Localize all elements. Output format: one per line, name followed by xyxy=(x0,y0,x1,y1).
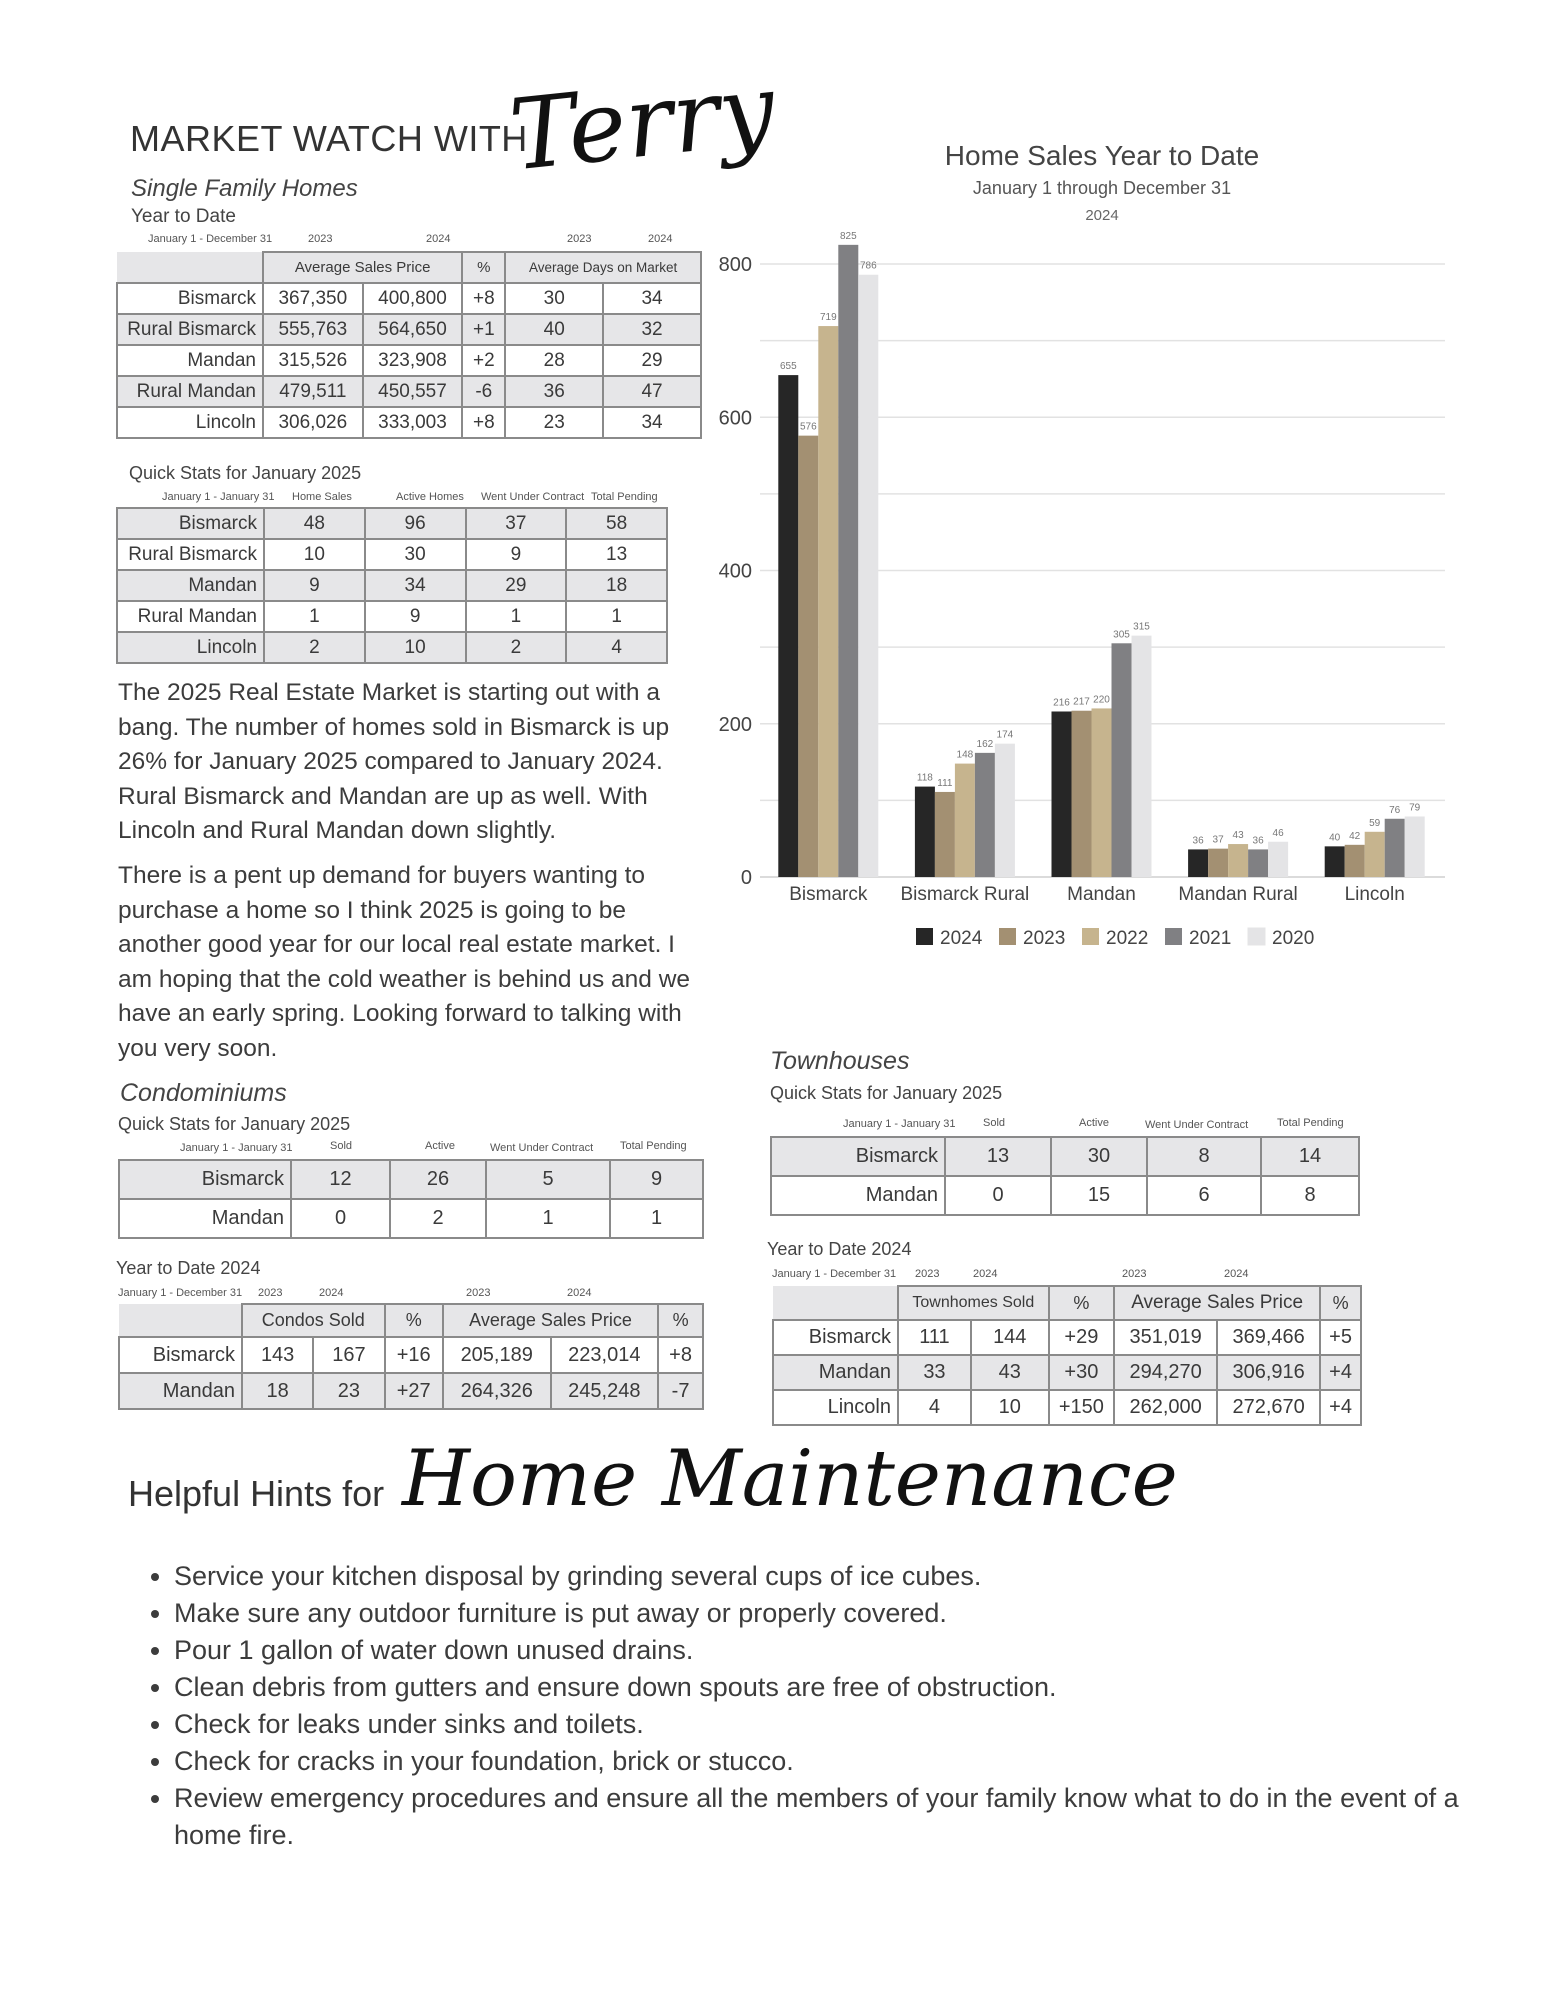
table-row xyxy=(117,632,667,663)
cell: 264,326 xyxy=(443,1373,551,1409)
column-header: % xyxy=(658,1304,703,1337)
cell: 9 xyxy=(610,1160,703,1199)
cell: 555,763 xyxy=(263,314,363,345)
row-label: Mandan xyxy=(119,1373,242,1409)
column-header: % xyxy=(1320,1286,1361,1320)
column-label: Home Sales xyxy=(292,491,352,503)
sfh-quick-table xyxy=(116,507,668,664)
cell: 0 xyxy=(291,1199,390,1238)
year-label: 2023 xyxy=(567,233,592,245)
home-sales-chart xyxy=(700,130,1460,970)
cell: 294,270 xyxy=(1114,1355,1217,1390)
table-row xyxy=(117,539,667,570)
cell: 2 xyxy=(466,632,567,663)
cell: 14 xyxy=(1261,1137,1359,1176)
cell: +8 xyxy=(462,407,505,438)
market-paragraph: The 2025 Real Estate Market is starting out with a bang. The number of homes sold in Bismarck is up 26% for January 2025 compared to January 2024. Rural Bismarck and Mandan are up as well. With Lincoln and Rural Mandan down slightly. xyxy=(118,679,670,844)
bar xyxy=(915,787,935,877)
cell: +150 xyxy=(1049,1390,1114,1425)
y-tick-label: 0 xyxy=(740,867,752,889)
column-header: % xyxy=(385,1304,443,1337)
signature: Terry xyxy=(504,52,781,194)
cell: 15 xyxy=(1051,1176,1147,1215)
table-row xyxy=(117,283,701,314)
year-label: 2023 xyxy=(915,1268,940,1280)
bar xyxy=(1325,846,1345,877)
cell: 10 xyxy=(971,1390,1049,1425)
data-label: 42 xyxy=(1349,830,1361,842)
cell: 144 xyxy=(971,1320,1049,1355)
row-label: Rural Mandan xyxy=(117,601,264,632)
legend-swatch xyxy=(1082,928,1099,945)
table-row xyxy=(771,1176,1359,1215)
cell: 34 xyxy=(603,283,701,314)
legend-label: 2021 xyxy=(1189,928,1232,949)
cell: 18 xyxy=(566,570,667,601)
ytd-title: Year to Date 2024 xyxy=(767,1239,912,1259)
row-label: Bismarck xyxy=(773,1320,898,1355)
year-label: 2023 xyxy=(1122,1268,1147,1280)
range-label: January 1 - December 31 xyxy=(118,1287,243,1299)
data-label: 825 xyxy=(839,230,857,242)
table-row xyxy=(117,407,701,438)
list-item: • Review emergency procedures and ensure all the members of your family know what to do in the event of a home fire. xyxy=(174,1780,1474,1854)
cell: 2 xyxy=(390,1199,486,1238)
bar xyxy=(1092,708,1112,877)
table-row xyxy=(773,1320,1361,1355)
list-item: • Check for cracks in your foundation, brick or stucco. xyxy=(174,1743,1474,1780)
column-label: Active xyxy=(1079,1117,1109,1129)
cell: 351,019 xyxy=(1114,1320,1217,1355)
bar xyxy=(818,326,838,877)
cell: 479,511 xyxy=(263,376,363,407)
market-paragraph: There is a pent up demand for buyers wanting to purchase a home so I think 2025 is going to be another good year for our local real estate market. I am hoping that the cold weather is behind us and we have an early spring. Looking forward to talking with you very soon. xyxy=(118,862,691,1062)
cell: 167 xyxy=(313,1337,384,1373)
cell: 40 xyxy=(505,314,603,345)
bar xyxy=(1188,849,1208,877)
cell: 323,908 xyxy=(363,345,463,376)
data-label: 76 xyxy=(1389,804,1401,816)
cell: 272,670 xyxy=(1217,1390,1320,1425)
cell: 564,650 xyxy=(363,314,463,345)
column-header: Average Sales Price xyxy=(1114,1286,1320,1320)
x-tick-label: Lincoln xyxy=(1344,884,1405,905)
data-label: 40 xyxy=(1329,832,1341,844)
cell: 30 xyxy=(1051,1137,1147,1176)
data-label: 305 xyxy=(1113,629,1130,641)
column-header: Average Sales Price xyxy=(443,1304,658,1337)
column-label: Total Pending xyxy=(591,491,658,503)
table-row xyxy=(119,1160,703,1199)
cell: 143 xyxy=(242,1337,313,1373)
row-label: Mandan xyxy=(117,345,263,376)
list-item: • Service your kitchen disposal by grinding several cups of ice cubes. xyxy=(174,1558,1474,1595)
cell: 306,916 xyxy=(1217,1355,1320,1390)
range-label: January 1 - January 31 xyxy=(180,1142,293,1154)
quick-stats-title: Quick Stats for January 2025 xyxy=(770,1083,1003,1103)
bar xyxy=(858,275,878,877)
cell: -7 xyxy=(658,1373,703,1409)
bar xyxy=(1248,849,1268,877)
cell: +1 xyxy=(462,314,505,345)
table-row xyxy=(117,314,701,345)
column-header: Average Sales Price xyxy=(263,252,462,283)
bar xyxy=(1132,636,1152,877)
chart-title: Home Sales Year to Date xyxy=(944,140,1260,171)
data-label: 37 xyxy=(1212,834,1224,846)
table-row xyxy=(117,508,667,539)
data-label: 576 xyxy=(799,421,817,433)
quick-stats-title: Quick Stats for January 2025 xyxy=(129,463,362,483)
x-tick-label: Bismarck Rural xyxy=(900,884,1030,905)
cell: 13 xyxy=(566,539,667,570)
cell: 450,557 xyxy=(363,376,463,407)
column-label: Went Under Contract xyxy=(490,1142,594,1154)
chart-bars xyxy=(778,231,1424,905)
corner-cell xyxy=(117,252,263,283)
cell: 369,466 xyxy=(1217,1320,1320,1355)
cell: 32 xyxy=(603,314,701,345)
bar xyxy=(1365,832,1385,877)
cell: 96 xyxy=(365,508,466,539)
cell: +5 xyxy=(1320,1320,1361,1355)
row-label: Bismarck xyxy=(117,283,263,314)
cell: 58 xyxy=(566,508,667,539)
cell: 29 xyxy=(603,345,701,376)
cell: 34 xyxy=(365,570,466,601)
column-label: Total Pending xyxy=(620,1140,687,1152)
data-label: 148 xyxy=(956,749,974,761)
data-label: 655 xyxy=(779,361,797,373)
cell: 28 xyxy=(505,345,603,376)
ytd-title: Year to Date 2024 xyxy=(116,1258,261,1278)
cell: +16 xyxy=(385,1337,443,1373)
data-label: 217 xyxy=(1073,696,1090,708)
row-label: Rural Bismarck xyxy=(117,314,263,345)
column-label: Active xyxy=(425,1140,455,1152)
data-label: 315 xyxy=(1133,621,1150,633)
corner-cell xyxy=(119,1304,242,1337)
year-label: 2024 xyxy=(973,1268,998,1280)
cell: 36 xyxy=(505,376,603,407)
cell: 47 xyxy=(603,376,701,407)
cell: +29 xyxy=(1049,1320,1114,1355)
cell: 6 xyxy=(1147,1176,1261,1215)
row-label: Bismarck xyxy=(119,1160,291,1199)
cell: +8 xyxy=(658,1337,703,1373)
data-label: 36 xyxy=(1252,835,1264,847)
y-tick-label: 400 xyxy=(718,560,752,583)
x-tick-label: Mandan Rural xyxy=(1178,884,1298,905)
row-label: Lincoln xyxy=(117,407,263,438)
cell: 262,000 xyxy=(1114,1390,1217,1425)
cell: 29 xyxy=(466,570,567,601)
cell: 10 xyxy=(365,632,466,663)
cell: 26 xyxy=(390,1160,486,1199)
bar xyxy=(1052,711,1072,877)
cell: 48 xyxy=(264,508,365,539)
row-label: Mandan xyxy=(773,1355,898,1390)
cell: 4 xyxy=(898,1390,971,1425)
hints-script-heading: Home Maintenance xyxy=(402,1434,1178,1524)
cell: 10 xyxy=(264,539,365,570)
cell: +30 xyxy=(1049,1355,1114,1390)
column-label: Total Pending xyxy=(1277,1117,1344,1129)
hints-list xyxy=(140,1558,1474,1854)
table-row xyxy=(117,601,667,632)
row-label: Bismarck xyxy=(117,508,264,539)
cell: 13 xyxy=(945,1137,1051,1176)
bar xyxy=(975,753,995,877)
column-header: Average Days on Market xyxy=(505,252,701,283)
cell: 1 xyxy=(486,1199,610,1238)
list-item: • Make sure any outdoor furniture is put away or properly covered. xyxy=(174,1595,1474,1632)
year-label: 2024 xyxy=(567,1287,592,1299)
corner-cell xyxy=(773,1286,898,1320)
row-label: Rural Mandan xyxy=(117,376,263,407)
bar xyxy=(1072,711,1092,877)
data-label: 43 xyxy=(1232,830,1244,842)
data-label: 786 xyxy=(859,260,877,272)
y-tick-label: 800 xyxy=(718,254,752,276)
bar xyxy=(1268,842,1288,877)
condo-ytd-table xyxy=(118,1303,704,1410)
cell: 0 xyxy=(945,1176,1051,1215)
cell: 315,526 xyxy=(263,345,363,376)
bar xyxy=(1405,816,1425,877)
cell: 30 xyxy=(505,283,603,314)
cell: 205,189 xyxy=(443,1337,551,1373)
bar xyxy=(1208,849,1228,877)
data-label: 118 xyxy=(916,772,933,784)
cell: 306,026 xyxy=(263,407,363,438)
bar xyxy=(995,744,1015,877)
cell: 30 xyxy=(365,539,466,570)
bar xyxy=(1112,643,1132,877)
townhouse-ytd-table xyxy=(772,1285,1362,1426)
table-row xyxy=(771,1137,1359,1176)
cell: 9 xyxy=(466,539,567,570)
table-row xyxy=(117,570,667,601)
year-label: 2024 xyxy=(426,233,451,245)
data-label: 111 xyxy=(937,777,953,789)
column-header: Condos Sold xyxy=(242,1304,385,1337)
table-row xyxy=(119,1373,703,1409)
table-row xyxy=(119,1337,703,1373)
cell: 8 xyxy=(1261,1176,1359,1215)
row-label: Mandan xyxy=(771,1176,945,1215)
column-header: % xyxy=(1049,1286,1114,1320)
column-label: Went Under Contract xyxy=(481,491,585,503)
condo-heading: Condominiums xyxy=(120,1079,287,1107)
data-label: 36 xyxy=(1192,835,1204,847)
legend-swatch xyxy=(999,928,1016,945)
row-label: Lincoln xyxy=(117,632,264,663)
cell: 2 xyxy=(264,632,365,663)
bar xyxy=(935,792,955,877)
row-label: Bismarck xyxy=(119,1337,242,1373)
list-item: • Check for leaks under sinks and toilets. xyxy=(174,1706,1474,1743)
data-label: 216 xyxy=(1053,697,1070,709)
cell: 34 xyxy=(603,407,701,438)
chart-legend xyxy=(916,928,1314,949)
cell: 9 xyxy=(264,570,365,601)
cell: +4 xyxy=(1320,1355,1361,1390)
y-tick-label: 200 xyxy=(718,713,752,736)
bar xyxy=(778,375,798,877)
year-label: 2023 xyxy=(308,233,333,245)
row-label: Mandan xyxy=(117,570,264,601)
chart-subtitle-year: 2024 xyxy=(1085,207,1119,224)
cell: 111 xyxy=(898,1320,971,1355)
table-row xyxy=(119,1199,703,1238)
cell: +2 xyxy=(462,345,505,376)
cell: 1 xyxy=(264,601,365,632)
x-tick-label: Bismarck xyxy=(789,884,868,905)
cell: 43 xyxy=(971,1355,1049,1390)
column-label: Sold xyxy=(330,1140,353,1152)
hints-heading: Helpful Hints for xyxy=(128,1473,385,1514)
section-subtitle: Single Family Homes xyxy=(131,175,358,202)
data-label: 59 xyxy=(1369,817,1381,829)
year-label: 2024 xyxy=(648,233,673,245)
cell: 1 xyxy=(566,601,667,632)
bar xyxy=(838,245,858,877)
bar xyxy=(1385,819,1405,877)
y-tick-label: 600 xyxy=(718,407,752,430)
cell: 4 xyxy=(566,632,667,663)
column-label: Sold xyxy=(983,1117,1006,1129)
cell: +8 xyxy=(462,283,505,314)
table-row xyxy=(773,1390,1361,1425)
legend-swatch xyxy=(1165,928,1182,945)
page-title: MARKET WATCH WITH xyxy=(130,118,528,159)
bar xyxy=(1345,845,1365,877)
townhouse-quick-table xyxy=(770,1136,1360,1216)
legend-label: 2024 xyxy=(940,928,983,949)
cell: +27 xyxy=(385,1373,443,1409)
legend-label: 2022 xyxy=(1106,928,1149,949)
bar xyxy=(798,436,818,877)
cell: 23 xyxy=(313,1373,384,1409)
sfh-ytd-table xyxy=(116,251,702,439)
cell: 37 xyxy=(466,508,567,539)
cell: 8 xyxy=(1147,1137,1261,1176)
range-label: January 1 - January 31 xyxy=(162,491,275,503)
column-header: % xyxy=(462,252,505,283)
range-label: January 1 - January 31 xyxy=(843,1118,956,1130)
list-item: • Pour 1 gallon of water down unused drains. xyxy=(174,1632,1474,1669)
cell: 223,014 xyxy=(551,1337,659,1373)
cell: 12 xyxy=(291,1160,390,1199)
data-label: 174 xyxy=(996,729,1014,741)
range-label: January 1 - December 31 xyxy=(772,1268,897,1280)
legend-swatch xyxy=(1248,928,1265,945)
cell: 1 xyxy=(466,601,567,632)
condo-quick-table xyxy=(118,1159,704,1239)
cell: 5 xyxy=(486,1160,610,1199)
cell: +4 xyxy=(1320,1390,1361,1425)
column-header: Townhomes Sold xyxy=(898,1286,1049,1320)
data-label: 46 xyxy=(1272,827,1284,839)
table-row xyxy=(117,376,701,407)
period-label: Year to Date xyxy=(131,206,236,227)
quick-stats-title: Quick Stats for January 2025 xyxy=(118,1114,351,1134)
row-label: Bismarck xyxy=(771,1137,945,1176)
cell: 1 xyxy=(610,1199,703,1238)
legend-swatch xyxy=(916,928,933,945)
cell: 23 xyxy=(505,407,603,438)
data-label: 220 xyxy=(1093,694,1110,706)
cell: 367,350 xyxy=(263,283,363,314)
chart-subtitle: January 1 through December 31 xyxy=(972,178,1232,198)
year-label: 2024 xyxy=(319,1287,344,1299)
data-label: 162 xyxy=(976,738,994,750)
cell: -6 xyxy=(462,376,505,407)
year-label: 2023 xyxy=(466,1287,491,1299)
table-row xyxy=(773,1355,1361,1390)
row-label: Mandan xyxy=(119,1199,291,1238)
row-label: Lincoln xyxy=(773,1390,898,1425)
year-label: 2023 xyxy=(258,1287,283,1299)
townhouse-heading: Townhouses xyxy=(770,1047,910,1075)
x-tick-label: Mandan xyxy=(1067,884,1136,905)
list-item: • Clean debris from gutters and ensure down spouts are free of obstruction. xyxy=(174,1669,1474,1706)
cell: 245,248 xyxy=(551,1373,659,1409)
cell: 400,800 xyxy=(363,283,463,314)
column-label: Went Under Contract xyxy=(1145,1119,1249,1131)
bar xyxy=(955,764,975,877)
column-label: Active Homes xyxy=(396,491,464,503)
data-label: 79 xyxy=(1409,802,1421,814)
bar xyxy=(1228,844,1248,877)
cell: 333,003 xyxy=(363,407,463,438)
year-label: 2024 xyxy=(1224,1268,1249,1280)
row-label: Rural Bismarck xyxy=(117,539,264,570)
cell: 9 xyxy=(365,601,466,632)
range-label: January 1 - December 31 xyxy=(148,233,273,245)
cell: 33 xyxy=(898,1355,971,1390)
legend-label: 2020 xyxy=(1272,928,1315,949)
legend-label: 2023 xyxy=(1023,928,1066,949)
cell: 18 xyxy=(242,1373,313,1409)
data-label: 719 xyxy=(819,312,837,324)
table-row xyxy=(117,345,701,376)
